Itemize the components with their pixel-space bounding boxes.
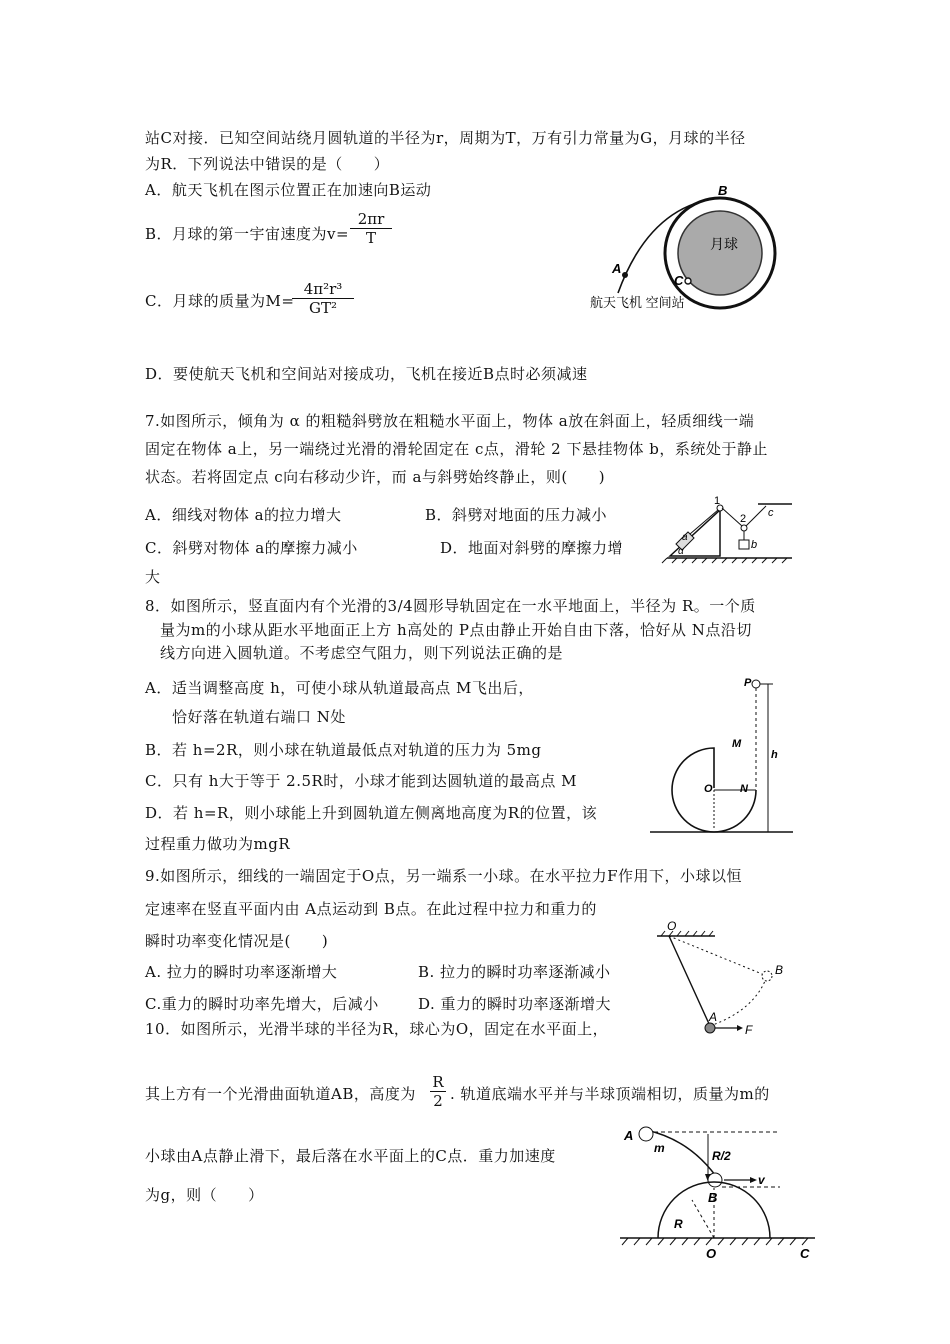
label-B: B bbox=[718, 183, 728, 198]
figure-caption: 航天飞机 空间站 bbox=[590, 295, 685, 310]
q8-text-line2: 量为m的小球从距水平地面正上方 h高处的 P点由静止开始自由下落，恰好从 N点沿切 bbox=[160, 621, 752, 639]
ball bbox=[752, 680, 760, 688]
label-O: O bbox=[706, 1246, 717, 1261]
ball-at-A bbox=[639, 1127, 653, 1141]
force-F-arrowhead bbox=[737, 1025, 743, 1031]
label-O: O bbox=[667, 919, 677, 933]
q9-option-a: A. 拉力的瞬时功率逐渐增大 bbox=[145, 963, 338, 981]
label-c: c bbox=[768, 507, 774, 519]
q9-text-line2: 定速率在竖直平面内由 A点运动到 B点。在此过程中拉力和重力的 bbox=[145, 900, 597, 918]
label-P: P bbox=[744, 677, 752, 689]
ball-at-A bbox=[705, 1023, 715, 1033]
q9-text-line1: 9.如图所示，细线的一端固定于O点，另一端系一小球。在水平拉力F作用下，小球以恒 bbox=[145, 867, 743, 885]
block-b bbox=[739, 540, 749, 549]
q10-height-denominator: 2 bbox=[433, 1092, 443, 1110]
q7-text-line3: 状态。若将固定点 c向右移动少许，而 a与斜劈始终静止，则( ) bbox=[145, 468, 606, 486]
q6-text-line2: 为R．下列说法中错误的是（ ） bbox=[145, 155, 390, 173]
label-O: O bbox=[704, 783, 713, 795]
label-A: A bbox=[612, 261, 622, 276]
swing-arc bbox=[710, 976, 767, 1026]
label-R: R bbox=[674, 1217, 683, 1231]
q6-option-c-fraction bbox=[292, 280, 354, 317]
q6-option-b-denominator: T bbox=[365, 229, 376, 247]
string-segment bbox=[690, 510, 718, 534]
ground-hatching bbox=[622, 1238, 808, 1245]
q6-option-c-prefix: C．月球的质量为M= bbox=[145, 292, 295, 310]
label-A: A bbox=[624, 1128, 634, 1143]
q8-option-d: D．若 h=R，则小球能上升到圆轨道左侧离地高度为R的位置，该 bbox=[145, 804, 598, 822]
label-pulley-2: 2 bbox=[740, 513, 747, 525]
q8-option-a-continued: 恰好落在轨道右端口 N处 bbox=[172, 708, 346, 726]
string-segment bbox=[722, 508, 742, 526]
space-station-marker bbox=[685, 278, 691, 284]
q6-option-d: D．要使航天飞机和空间站对接成功，飞机在接近B点时必须减速 bbox=[145, 365, 588, 383]
label-A: A bbox=[709, 1010, 718, 1024]
label-R2: R/2 bbox=[712, 1149, 731, 1163]
q6-option-b-prefix: B．月球的第一宇宙速度为v= bbox=[145, 225, 350, 243]
string-segment bbox=[746, 506, 766, 526]
q7-option-b: B．斜劈对地面的压力减小 bbox=[425, 506, 608, 524]
q7-text-line1: 7.如图所示，倾角为 α 的粗糙斜劈放在粗糙水平面上，物体 a放在斜面上，轻质细线一端 bbox=[145, 412, 755, 430]
label-C: C bbox=[800, 1246, 810, 1261]
q9-option-c: C.重力的瞬时功率先增大，后减小 bbox=[145, 995, 379, 1013]
q6-text-line1: 站C对接．已知空间站绕月圆轨道的半径为r，周期为T，万有引力常量为G，月球的半径 bbox=[145, 129, 746, 147]
label-h: h bbox=[771, 749, 778, 761]
q10-text-line2-suffix: . 轨道底端水平并与半球顶端相切，质量为m的 bbox=[450, 1085, 770, 1103]
q7-wedge-pulley-figure bbox=[662, 496, 802, 566]
q6-option-a: A．航天飞机在图示位置正在加速向B运动 bbox=[145, 181, 432, 199]
label-N: N bbox=[740, 783, 748, 795]
radius-line bbox=[692, 1200, 714, 1238]
label-b: b bbox=[751, 539, 758, 551]
string-to-A bbox=[669, 936, 710, 1026]
label-C: C bbox=[674, 273, 684, 288]
q9-option-d: D. 重力的瞬时功率逐渐增大 bbox=[418, 995, 612, 1013]
q6-moon-orbit-figure bbox=[580, 185, 810, 320]
q10-hemisphere-figure bbox=[620, 1120, 820, 1270]
q8-circular-track-figure bbox=[648, 670, 798, 838]
q8-text-line1: 8．如图所示，竖直面内有个光滑的3/4圆形导轨固定在一水平地面上，半径为 R。一个质 bbox=[145, 597, 756, 615]
q10-height-numerator: R bbox=[430, 1073, 446, 1092]
label-alpha: α bbox=[678, 546, 684, 557]
q8-option-c: C．只有 h大于等于 2.5R时，小球才能到达圆轨道的最高点 M bbox=[145, 772, 577, 790]
label-B: B bbox=[775, 963, 784, 977]
q10-text-line2-prefix: 其上方有一个光滑曲面轨道AB，高度为 bbox=[145, 1085, 416, 1103]
q6-option-c-denominator: GT² bbox=[308, 299, 337, 317]
q10-text-line3: 小球由A点静止滑下，最后落在水平面上的C点．重力加速度 bbox=[145, 1147, 556, 1165]
q8-option-b: B．若 h=2R，则小球在轨道最低点对轨道的压力为 5mg bbox=[145, 741, 542, 759]
q7-option-a: A．细线对物体 a的拉力增大 bbox=[145, 506, 342, 524]
label-pulley-1: 1 bbox=[714, 495, 721, 507]
label-B: B bbox=[708, 1190, 718, 1205]
q6-option-b-numerator: 2πr bbox=[350, 210, 392, 229]
label-a: a bbox=[682, 532, 688, 543]
q6-option-c-numerator: 4π²r³ bbox=[292, 280, 354, 299]
label-M: M bbox=[732, 738, 742, 750]
velocity-arrowhead bbox=[750, 1177, 757, 1183]
label-m: m bbox=[654, 1141, 665, 1155]
q9-option-b: B. 拉力的瞬时功率逐渐减小 bbox=[418, 963, 611, 981]
q7-text-line2: 固定在物体 a上，另一端绕过光滑的滑轮固定在 c点，滑轮 2 下悬挂物体 b，系统处于静止 bbox=[145, 440, 768, 458]
ball-at-B bbox=[708, 1173, 722, 1187]
q10-text-line1: 10．如图所示，光滑半球的半径为R，球心为O，固定在水平面上， bbox=[145, 1020, 609, 1038]
q8-option-d-continued: 过程重力做功为mgR bbox=[145, 835, 291, 853]
label-F: F bbox=[745, 1023, 753, 1037]
q9-text-line3: 瞬时功率变化情况是( ) bbox=[145, 932, 329, 950]
ball-at-B bbox=[762, 971, 772, 981]
q7-option-d: D．地面对斜劈的摩擦力增 bbox=[440, 539, 624, 557]
q8-option-a: A．适当调整高度 h，可使小球从轨道最高点 M飞出后， bbox=[145, 679, 534, 697]
q8-text-line3: 线方向进入圆轨道。不考虑空气阻力，则下列说法正确的是 bbox=[160, 644, 564, 662]
q10-text-line4: 为g，则（ ） bbox=[145, 1186, 264, 1204]
q9-pendulum-figure bbox=[655, 918, 795, 1043]
q7-option-d-continued: 大 bbox=[145, 568, 161, 586]
label-v: v bbox=[758, 1173, 765, 1187]
moon-label: 月球 bbox=[710, 236, 738, 252]
q10-height-fraction bbox=[430, 1073, 446, 1110]
string-to-B bbox=[669, 936, 767, 976]
space-shuttle-marker bbox=[622, 272, 628, 278]
q7-option-c: C．斜劈对物体 a的摩擦力减小 bbox=[145, 539, 358, 557]
q6-option-b-fraction bbox=[350, 210, 392, 247]
